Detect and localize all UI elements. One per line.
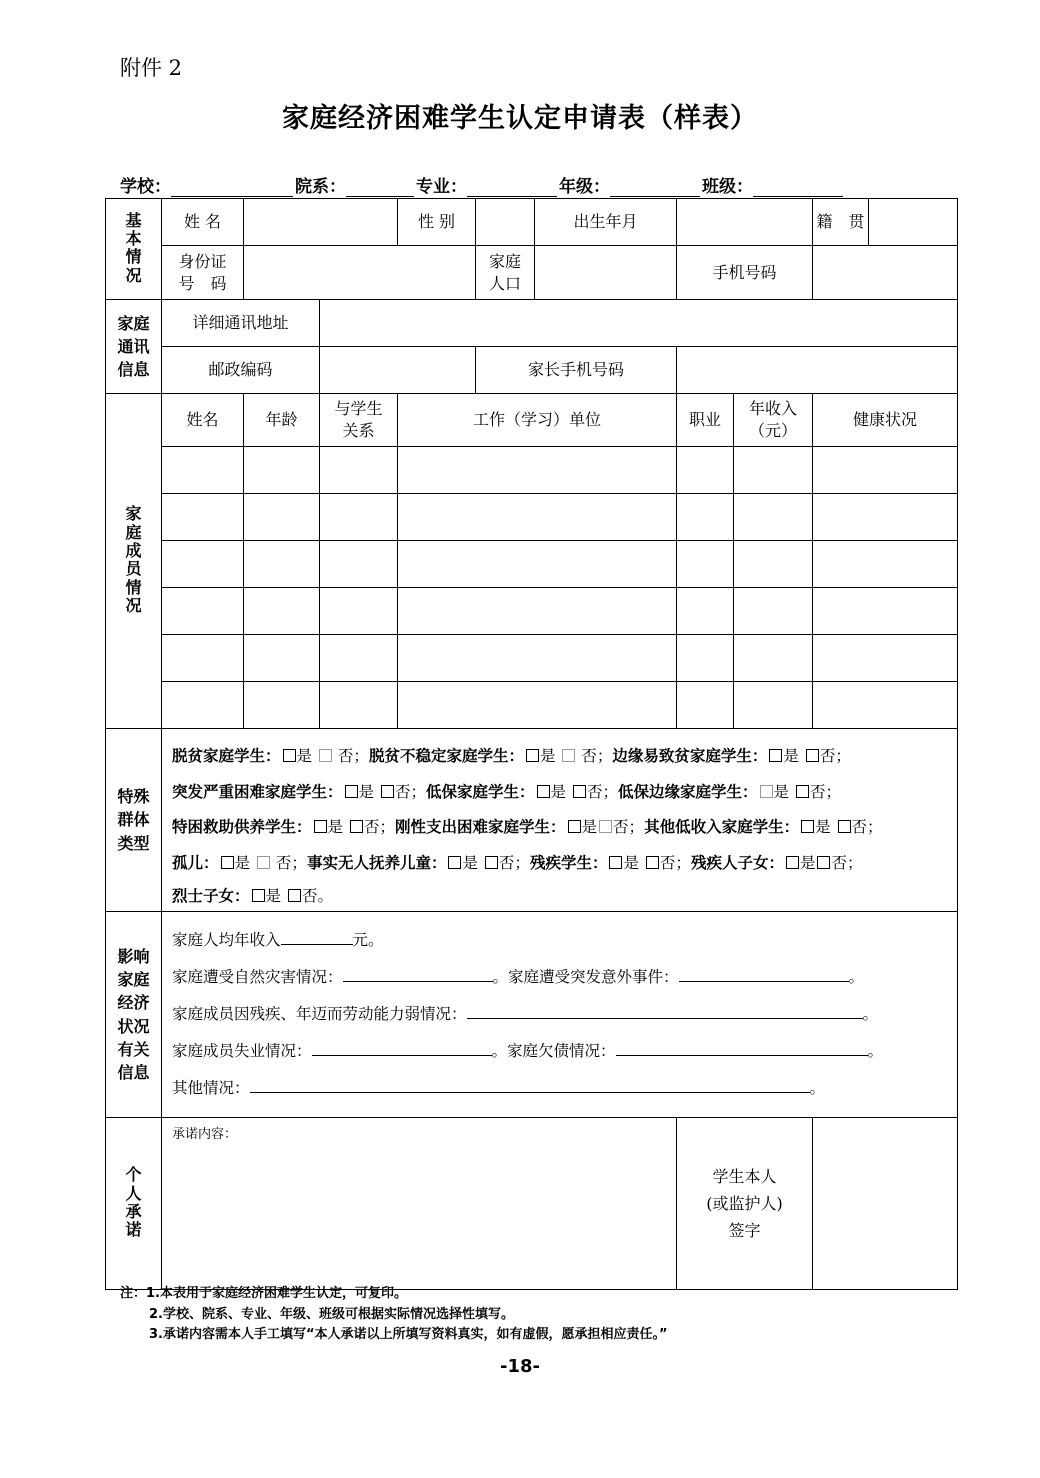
section-economic: 影响家庭经济状况有关信息 [106, 912, 162, 1118]
table-row [106, 635, 958, 682]
member-cell[interactable] [244, 494, 320, 541]
note-2: 2.学校、院系、专业、年级、班级可根据实际情况选择性填写。 [149, 1306, 514, 1322]
checkbox-no[interactable] [599, 820, 612, 833]
special-item: 烈士子女： [172, 887, 250, 905]
class-label: 班级： [702, 177, 753, 197]
school-label: 学校： [120, 177, 171, 197]
member-cell[interactable] [320, 682, 398, 729]
school-blank[interactable] [171, 178, 293, 197]
member-cell[interactable] [244, 682, 320, 729]
member-cell[interactable] [398, 494, 677, 541]
section-promise: 个人承诺 [106, 1118, 162, 1290]
member-cell[interactable] [320, 588, 398, 635]
checkbox-yes[interactable] [252, 889, 265, 902]
notes [120, 1284, 668, 1346]
member-cell[interactable] [398, 588, 677, 635]
member-cell[interactable] [320, 541, 398, 588]
col-job: 职业 [677, 394, 734, 447]
col-name: 姓名 [162, 394, 244, 447]
department-label: 院系： [295, 177, 346, 197]
member-cell[interactable] [398, 682, 677, 729]
name-label: 姓 名 [162, 199, 244, 246]
unemployment-blank[interactable] [312, 1039, 492, 1056]
member-cell[interactable] [813, 635, 958, 682]
parent-phone-field[interactable] [677, 347, 958, 394]
member-cell[interactable] [734, 588, 813, 635]
economic-info-block: 家庭人均年收入 元。 家庭遭受自然灾害情况： 。家庭遭受突发意外事件： 。 家庭成员因残疾、年迈而劳动能力弱情况： 。 家庭成员失业情况： 。家庭欠债情况： 。 其他情况： 。 [162, 912, 958, 1118]
special-item: 突发严重困难家庭学生： [172, 782, 343, 801]
member-cell[interactable] [398, 447, 677, 494]
member-cell[interactable] [813, 494, 958, 541]
accident-blank[interactable] [679, 965, 849, 982]
checkbox-no[interactable] [573, 785, 586, 798]
grade-label: 年级： [559, 177, 610, 197]
native-field[interactable] [869, 199, 958, 246]
major-label: 专业： [416, 177, 467, 197]
special-item: 脱贫不稳定家庭学生： [368, 747, 524, 765]
checkbox-no[interactable] [257, 856, 270, 869]
checkbox-yes[interactable] [760, 785, 773, 798]
member-cell[interactable] [398, 541, 677, 588]
table-row [106, 588, 958, 635]
special-item: 残疾学生： [529, 853, 608, 872]
checkbox-no[interactable] [381, 785, 394, 798]
member-cell[interactable] [734, 635, 813, 682]
birth-label: 出生年月 [535, 199, 677, 246]
note-1: 注：1.本表用于家庭经济困难学生认定，可复印。 [120, 1286, 407, 1301]
attachment-label: 附件 2 [120, 56, 183, 80]
member-cell[interactable] [734, 682, 813, 729]
table-row [106, 447, 958, 494]
gender-label: 性 别 [398, 199, 476, 246]
checkbox-yes[interactable] [769, 749, 782, 762]
header-fields [120, 172, 920, 198]
checkbox-no[interactable] [796, 785, 809, 798]
member-cell[interactable] [244, 588, 320, 635]
parent-phone-label: 家长手机号码 [476, 347, 677, 394]
department-blank[interactable] [346, 178, 414, 197]
promise-content-field[interactable] [162, 1118, 677, 1290]
checkbox-yes[interactable] [801, 820, 814, 833]
special-item: 特困救助供养学生： [172, 818, 312, 836]
checkbox-no[interactable] [288, 889, 301, 902]
col-age: 年龄 [244, 394, 320, 447]
id-label: 身份证 号 码 [162, 246, 244, 300]
special-group-block: 脱贫家庭学生： 是 否；脱贫不稳定家庭学生： 是 否；边缘易致贫家庭学生： 是 否； 突发严重困难家庭学生： 是 否；低保家庭学生： 是 否；低保边缘家庭学生： 是 否； 特困救助供养学生： 是 否；刚性支出困难家庭学生： 是 否；其他低收入家庭学生： 是 否； 孤儿： 是 否；事实无人抚养儿童： 是 否；残疾学生： 是 否；残疾人子女： 是 否； 烈士子女： 是 否。 [162, 729, 958, 912]
member-cell[interactable] [677, 541, 734, 588]
col-work: 工作（学习）单位 [398, 394, 677, 447]
col-health: 健康状况 [813, 394, 958, 447]
member-cell[interactable] [162, 635, 244, 682]
member-cell[interactable] [320, 447, 398, 494]
section-special: 特殊群体类型 [106, 729, 162, 912]
member-cell[interactable] [677, 588, 734, 635]
member-cell[interactable] [734, 541, 813, 588]
phone-label: 手机号码 [677, 246, 813, 300]
section-members: 家庭成员情况 [106, 394, 162, 729]
section-contact: 家庭通讯信息 [106, 300, 162, 394]
special-item: 孤儿： [172, 853, 219, 872]
promise-content-label: 承诺内容： [172, 1127, 238, 1142]
phone-field[interactable] [813, 246, 958, 300]
checkbox-yes[interactable] [568, 820, 581, 833]
member-cell[interactable] [813, 588, 958, 635]
household-label: 家庭 人口 [476, 246, 535, 300]
debt-blank[interactable] [616, 1039, 868, 1056]
checkbox-no[interactable] [838, 820, 851, 833]
note-3: 3.承诺内容需本人手工填写“本人承诺以上所填写资料真实，如有虚假，愿承担相应责任。” [149, 1327, 668, 1342]
member-cell[interactable] [813, 447, 958, 494]
checkbox-yes[interactable] [314, 820, 327, 833]
member-cell[interactable] [162, 494, 244, 541]
name-field[interactable] [244, 199, 398, 246]
signature-field[interactable] [813, 1118, 958, 1290]
postcode-label: 邮政编码 [162, 347, 320, 394]
household-field[interactable] [535, 246, 677, 300]
special-item: 其他低收入家庭学生： [644, 818, 800, 836]
checkbox-no[interactable] [806, 749, 819, 762]
col-relation: 与学生 关系 [320, 394, 398, 447]
page-title: 家庭经济困难学生认定申请表（样表） [282, 103, 758, 134]
member-cell[interactable] [677, 635, 734, 682]
checkbox-no[interactable] [646, 856, 659, 869]
checkbox-yes[interactable] [537, 785, 550, 798]
signature-label: 学生本人 (或监护人) 签字 [677, 1118, 813, 1290]
page-number: -18- [500, 1356, 540, 1377]
section-basic: 基本情况 [106, 199, 162, 300]
disability-blank[interactable] [467, 1002, 863, 1019]
member-cell[interactable] [320, 494, 398, 541]
checkbox-no[interactable] [350, 820, 363, 833]
address-field[interactable] [320, 300, 958, 347]
other-blank[interactable] [250, 1076, 810, 1093]
member-cell[interactable] [398, 635, 677, 682]
checkbox-no[interactable] [817, 856, 830, 869]
member-cell[interactable] [162, 682, 244, 729]
checkbox-yes[interactable] [448, 856, 461, 869]
special-item: 脱贫家庭学生： [172, 747, 281, 765]
checkbox-yes[interactable] [609, 856, 622, 869]
checkbox-yes[interactable] [345, 785, 358, 798]
member-cell[interactable] [677, 494, 734, 541]
class-blank[interactable] [753, 178, 843, 197]
member-cell[interactable] [813, 682, 958, 729]
id-field[interactable] [244, 246, 476, 300]
member-cell[interactable] [244, 541, 320, 588]
col-income: 年收入 （元） [734, 394, 813, 447]
checkbox-no[interactable] [485, 856, 498, 869]
special-item: 刚性支出困难家庭学生： [395, 818, 566, 836]
table-row [106, 494, 958, 541]
postcode-field[interactable] [320, 347, 476, 394]
member-cell[interactable] [244, 635, 320, 682]
special-item: 事实无人抚养儿童： [306, 853, 447, 872]
member-cell[interactable] [162, 588, 244, 635]
checkbox-yes[interactable] [786, 856, 799, 869]
checkbox-yes[interactable] [221, 856, 234, 869]
table-row [106, 541, 958, 588]
checkbox-no[interactable] [562, 749, 575, 762]
checkbox-no[interactable] [319, 749, 332, 762]
address-label: 详细通讯地址 [162, 300, 320, 347]
member-cell[interactable] [813, 541, 958, 588]
member-cell[interactable] [162, 541, 244, 588]
member-cell[interactable] [677, 447, 734, 494]
major-blank[interactable] [467, 178, 557, 197]
native-label: 籍 贯 [813, 199, 869, 246]
member-cell[interactable] [244, 447, 320, 494]
table-row [106, 682, 958, 729]
application-form [105, 198, 958, 1290]
member-cell[interactable] [162, 447, 244, 494]
member-cell[interactable] [734, 494, 813, 541]
checkbox-yes[interactable] [526, 749, 539, 762]
member-cell[interactable] [320, 635, 398, 682]
gender-field[interactable] [476, 199, 535, 246]
disaster-blank[interactable] [343, 965, 493, 982]
special-item: 边缘易致贫家庭学生： [612, 747, 768, 765]
birth-field[interactable] [677, 199, 813, 246]
member-cell[interactable] [734, 447, 813, 494]
income-blank[interactable] [281, 928, 353, 945]
checkbox-yes[interactable] [283, 749, 296, 762]
grade-blank[interactable] [610, 178, 700, 197]
special-item: 残疾人子女： [690, 853, 784, 872]
member-cell[interactable] [677, 682, 734, 729]
special-item: 低保家庭学生： [426, 782, 535, 801]
special-item: 低保边缘家庭学生： [618, 782, 758, 801]
